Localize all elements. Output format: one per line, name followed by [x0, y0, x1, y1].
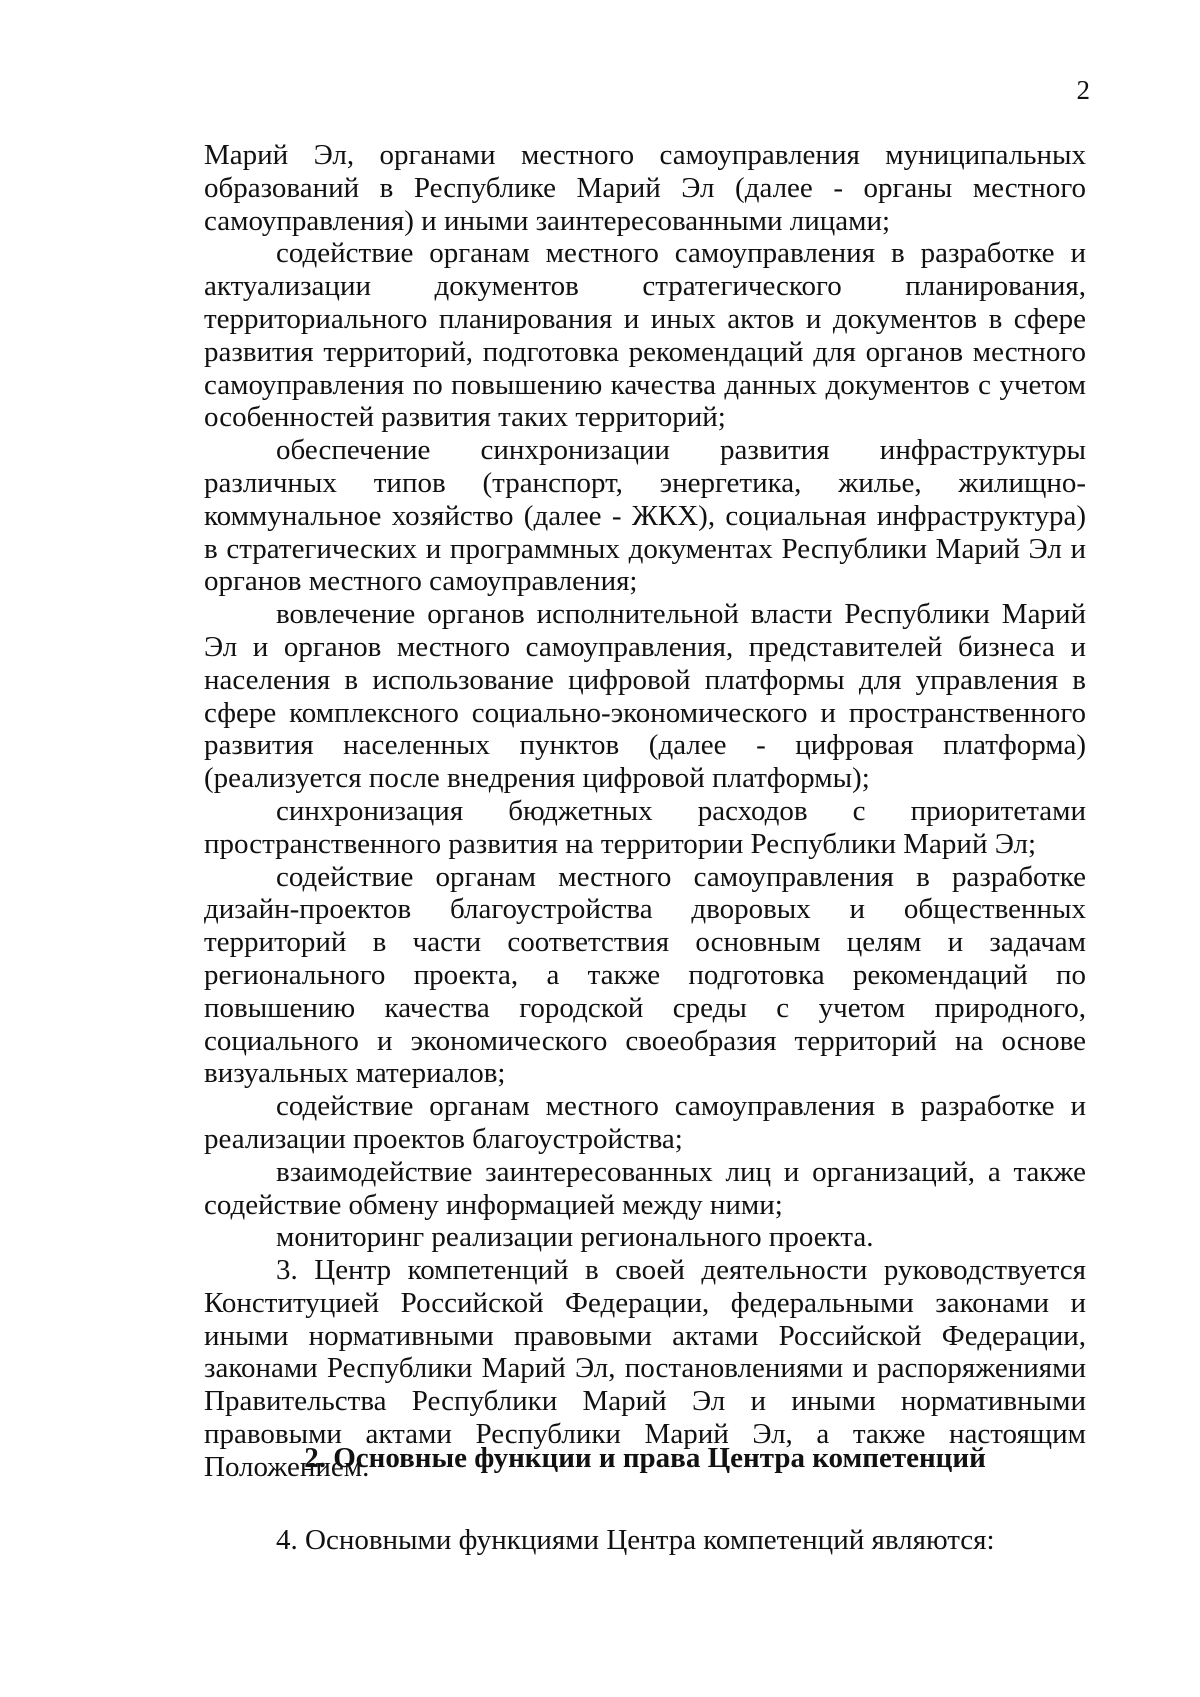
document-body — [204, 139, 1086, 1484]
paragraph-budget-sync: синхронизация бюджетных расходов с приоритетами пространственного развития на территории Республики Марий Эл; — [204, 794, 1086, 860]
paragraph-continuation: Марий Эл, органами местного самоуправления муниципальных образований в Республике Марий Эл (далее - органы местного самоуправления) и иными заинтересованными лицами; — [204, 139, 1086, 237]
paragraph-stakeholder-interaction: взаимодействие заинтересованных лиц и организаций, а также содействие обмену информацией между ними; — [204, 1155, 1086, 1221]
paragraph-infrastructure-sync: обеспечение синхронизации развития инфраструктуры различных типов (транспорт, энергетика, жилье, жилищно-коммунальное хозяйство (далее - ЖКХ), социальная инфраструктура) в стратегических и программных документах Республики Марий Эл и органов местного самоуправления; — [204, 434, 1086, 598]
paragraph-strategic-planning-assistance: содействие органам местного самоуправления в разработке и актуализации документов стратегического планирования, территориального планирования и иных актов и документов в сфере развития территорий, подготовка рекомендаций для органов местного самоуправления по повышению качества данных документов с учетом особенностей развития таких территорий; — [204, 237, 1086, 434]
page-number: 2 — [1076, 75, 1090, 105]
paragraph-4-main-functions: 4. Основными функциями Центра компетенций являются: — [276, 1524, 995, 1556]
paragraph-design-projects: содействие органам местного самоуправления в разработке дизайн-проектов благоустройства дворовых и общественных территорий в части соответствия основным целям и задачам регионального проекта, а также подготовка рекомендаций по повышению качества городской среды с учетом природного, социального и экономического своеобразия территорий на основе визуальных материалов; — [204, 860, 1086, 1090]
paragraph-monitoring: мониторинг реализации регионального проекта. — [276, 1221, 874, 1254]
paragraph-improvement-projects: содействие органам местного самоуправления в разработке и реализации проектов благоустройства; — [204, 1090, 1086, 1155]
section-heading: 2. Основные функции и права Центра компетенций — [304, 1442, 986, 1474]
paragraph-digital-platform: вовлечение органов исполнительной власти Республики Марий Эл и органов местного самоуправления, представителей бизнеса и населения в использование цифровой платформы для управления в сфере комплексного социально-экономического и пространственного развития населенных пунктов (далее - цифровая платформа) (реализуется после внедрения цифровой платформы); — [204, 598, 1086, 795]
paragraph-3-legal-basis: 3. Центр компетенций в своей деятельности руководствуется Конституцией Российской Федерации, федеральными законами и иными нормативными правовыми актами Российской Федерации, законами Республики Марий Эл, постановлениями и распоряжениями Правительства Республики Марий Эл и иными нормативными правовыми актами Республики Марий Эл, а также настоящим Положением. — [204, 1254, 1086, 1483]
